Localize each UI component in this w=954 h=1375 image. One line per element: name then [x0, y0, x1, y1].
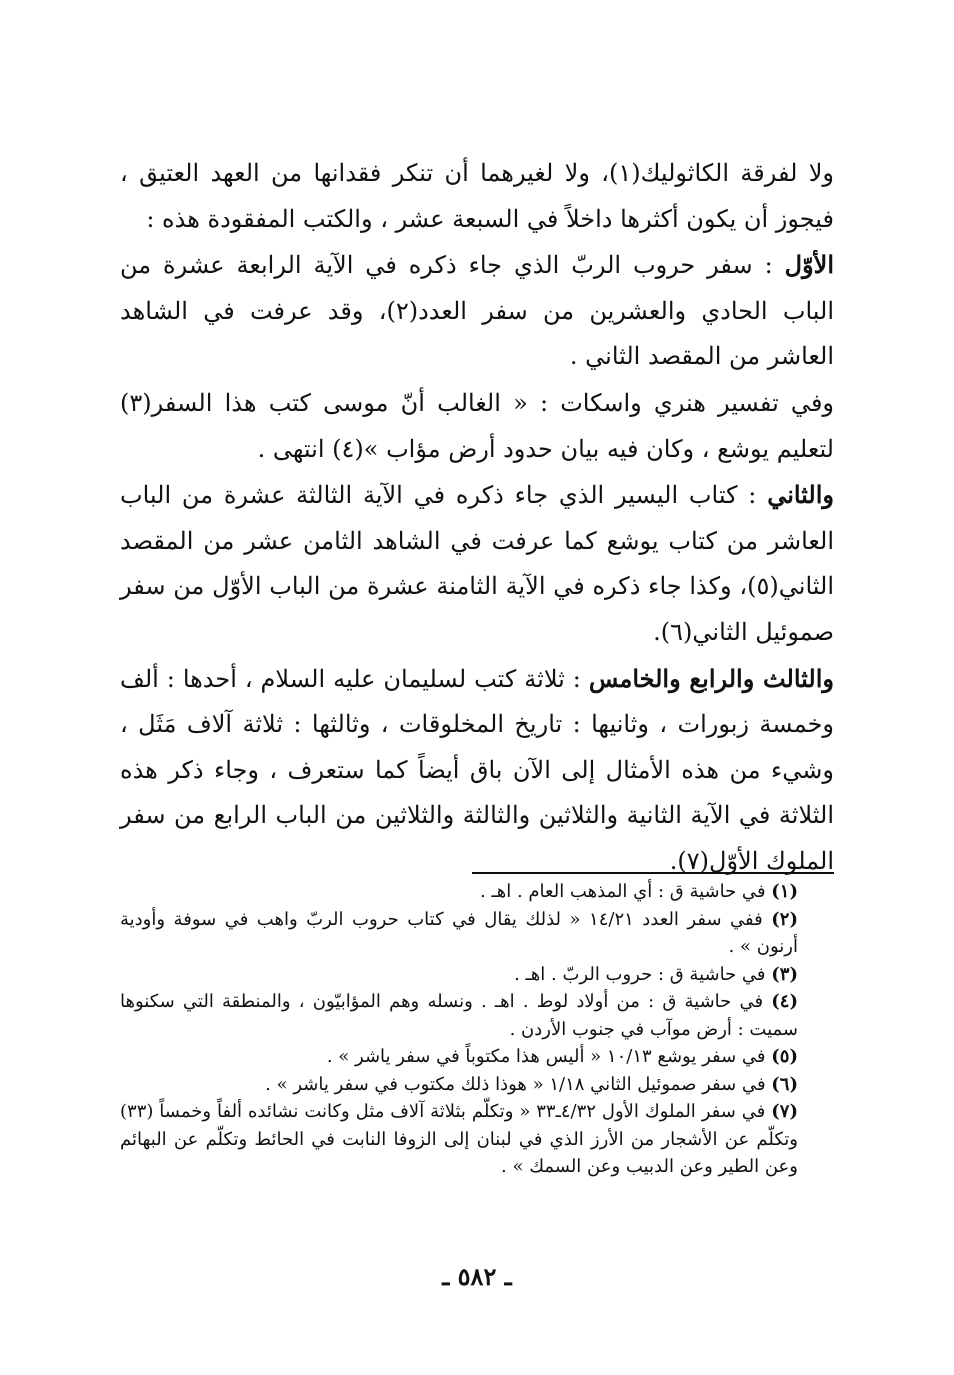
footnote-4	[120, 988, 834, 1043]
paragraph-1	[120, 150, 834, 242]
footnote-divider	[472, 872, 834, 874]
footnote-number: (٤)	[771, 991, 798, 1012]
paragraph-text: وفي تفسير هنري واسكات : « الغالب أنّ موسى كتب هذا السفر(٣) لتعليم يوشع ، وكان فيه بيان حدود أرض مؤاب »(٤) انتهى .	[120, 388, 835, 463]
paragraph-3	[120, 380, 834, 472]
footnote-text: في حاشية ق : حروب الربّ . اهـ .	[514, 963, 772, 985]
footnote-number: (١)	[771, 881, 798, 902]
paragraph-lead: والثاني	[767, 480, 834, 510]
paragraph-lead: الأوّل	[784, 250, 834, 280]
footnote-text: في سفر الملوك الأول ٤/٣٢ـ٣٣ « وتكلّم بثلاثة آلاف مثل وكانت نشائده ألفاً وخمساً (٣٣) وتكلّم عن الأشجار من الأرز الذي في لبنان إلى الزوفا النابت في الحائط وتكلّم عن البهائم وعن الطير وعن الدبيب وعن السمك » .	[120, 1101, 798, 1177]
footnote-3	[120, 961, 834, 989]
paragraph-4	[120, 472, 834, 655]
footnote-number: (٢)	[771, 908, 798, 930]
footnote-text: في سفر صموئيل الثاني ١/١٨ « هوذا ذلك مكتوب في سفر ياشر » .	[265, 1073, 772, 1095]
footnote-text: في سفر يوشع ١٠/١٣ « أليس هذا مكتوباً في سفر ياشر » .	[326, 1046, 772, 1067]
paragraph-2	[120, 242, 834, 380]
footnote-number: (٦)	[771, 1073, 798, 1095]
paragraph-text: ولا لفرقة الكاثوليك(١)، ولا لغيرهما أن تنكر فقدانها من العهد العتيق ، فيجوز أن يكون أكثرها داخلاً في السبعة عشر ، والكتب المفقودة هذه :	[120, 159, 835, 233]
paragraph-5	[120, 656, 834, 885]
footnote-text: ففي سفر العدد ١٤/٢١ « لذلك يقال في كتاب حروب الربّ واهب في سوفة وأودية أرنون » .	[120, 908, 798, 957]
footnote-6	[120, 1071, 834, 1099]
main-text	[120, 150, 834, 885]
paragraph-text: : سفر حروب الربّ الذي جاء ذكره في الآية الرابعة عشرة من الباب الحادي والعشرين من سفر العدد(٢)، وقد عرفت في الشاهد العاشر من المقصد الثاني .	[120, 251, 834, 371]
footnotes	[120, 878, 834, 1181]
paragraph-text: : كتاب اليسير الذي جاء ذكره في الآية الثالثة عشرة من الباب العاشر من كتاب يوشع كما عرفت في الشاهد الثامن عشر من المقصد الثاني(٥)، وكذا جاء ذكره في الآية الثامنة عشرة من الباب الأوّل من سفر صموئيل الثاني(٦).	[120, 481, 834, 646]
footnote-text: في حاشية ق : أي المذهب العام . اهـ .	[480, 881, 772, 902]
footnote-5	[120, 1043, 834, 1071]
paragraph-text: : ثلاثة كتب لسليمان عليه السلام ، أحدها : ألف وخمسة زبورات ، وثانيها : تاريخ المخلوقات ، وثالثها : ثلاثة آلاف مَثَل ، وشيء من هذه الأمثال إلى الآن باق أيضاً كما ستعرف ، وجاء ذكر هذه الثلاثة في الآية الثانية والثلاثين والثالثة والثلاثين من الباب الرابع من سفر الملوك الأوّل(٧).	[120, 664, 834, 875]
footnote-2	[120, 906, 834, 961]
footnote-1	[120, 878, 834, 906]
footnote-number: (٥)	[771, 1046, 798, 1067]
footnote-number: (٧)	[771, 1101, 798, 1122]
footnote-text: في حاشية ق : من أولاد لوط . اهـ . ونسله وهم المؤابيّون ، والمنطقة التي سكنوها سميت : أرض موآب في جنوب الأردن .	[120, 991, 798, 1040]
paragraph-lead: والثالث والرابع والخامس	[588, 663, 834, 693]
footnote-7	[120, 1098, 834, 1181]
page-number: ـ ٥٨٢ ـ	[442, 1262, 512, 1291]
footnote-number: (٣)	[771, 963, 798, 985]
